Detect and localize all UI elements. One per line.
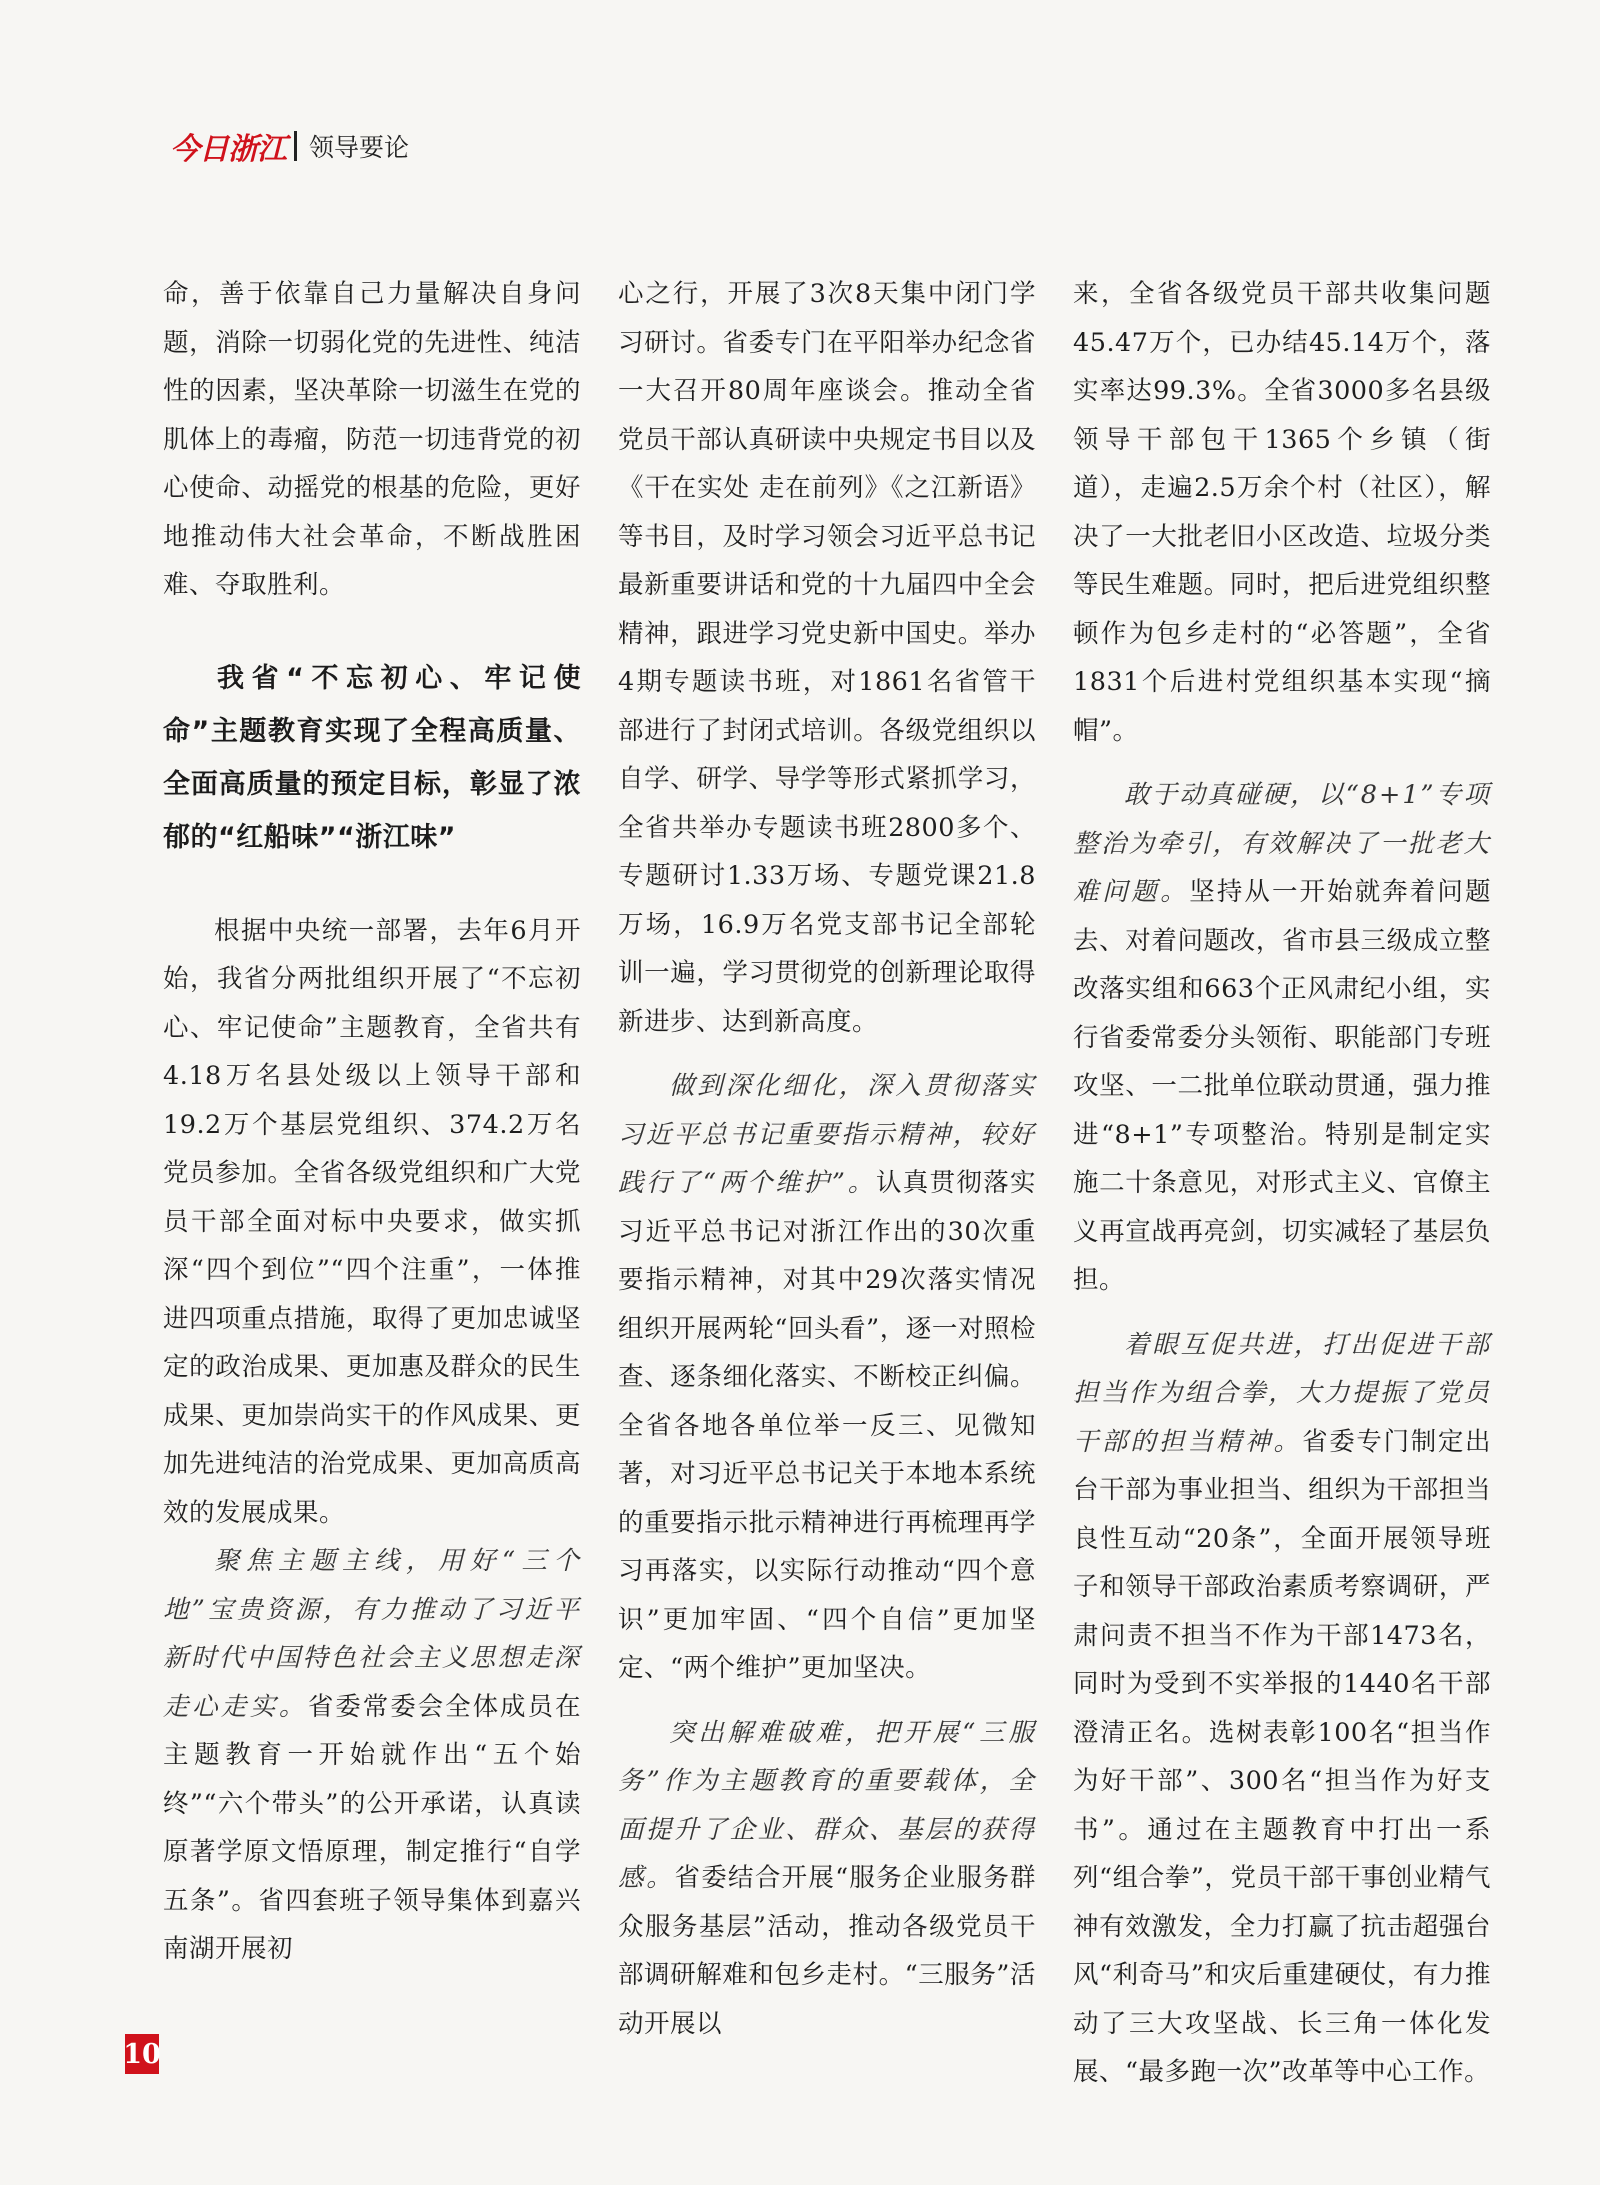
paragraph: 来，全省各级党员干部共收集问题45.47万个，已办结45.14万个，落实率达99.3%。全省3000多名县级领导干部包干1365个乡镇（街道），走遍2.5万余个村（社区），解决了一大批老旧小区改造、垃圾分类等民生难题。同时，把后进党组织整顿作为包乡走村的“必答题”，全省1831个后进村党组织基本实现“摘帽”。 [1073, 279, 1491, 746]
lead-sentence: 聚焦主题主线，用好“三个地”宝贵资源，有力推动了习近平新时代中国特色社会主义思想走深走心走实。 [163, 1546, 581, 1722]
lead-sentence: 突出解难破难，把开展“三服务”作为主题教育的重要载体，全面提升了企业、群众、基层的获得感。 [618, 1717, 1036, 1893]
paragraph [1073, 771, 1491, 1305]
paragraph [1073, 1321, 1491, 2097]
paragraph [618, 1062, 1036, 1693]
paragraph [618, 1709, 1036, 2049]
lead-sentence: 着眼互促共进，打出促进干部担当作为组合拳，大力提振了党员干部的担当精神。 [1073, 1329, 1491, 1457]
paragraph-body: 省委结合开展“服务企业服务群众服务基层”活动，推动各级党员干部调研解难和包乡走村。“三服务”活动开展以 [618, 1863, 1036, 2039]
section-title: 领导要论 [309, 133, 410, 162]
paragraph-body: 省委常委会全体成员在主题教育一开始就作出“五个始终”“六个带头”的公开承诺，认真读原著学原文悟原理，制定推行“自学五条”。省四套班子领导集体到嘉兴南湖开展初 [163, 1691, 581, 1964]
paragraph-body: 认真贯彻落实习近平总书记对浙江作出的30次重要指示精神，对其中29次落实情况组织开展两轮“回头看”，逐一对照检查、逐条细化落实、不断校正纠偏。全省各地各单位举一反三、见微知著，对习近平总书记关于本地本系统的重要指示批示精神进行再梳理再学习再落实，以实际行动推动“四个意识”更加牢固、“四个自信”更加坚定、“两个维护”更加坚决。 [618, 1168, 1036, 1683]
header-divider [294, 131, 297, 161]
magazine-logo: 今日浙江 [170, 132, 286, 167]
paragraph: 命，善于依靠自己力量解决自身问题，消除一切弱化党的先进性、纯洁性的因素，坚决革除一切滋生在党的肌体上的毒瘤，防范一切违背党的初心使命、动摇党的根基的危险，更好地推动伟大社会革命，不断战胜困难、夺取胜利。 [163, 279, 581, 600]
paragraph: 心之行，开展了3次8天集中闭门学习研讨。省委专门在平阳举办纪念省一大召开80周年座谈会。推动全省党员干部认真研读中央规定书目以及《干在实处 走在前列》《之江新语》等书目，及时学习领会习近平总书记最新重要讲话和党的十九届四中全会精神，跟进学习党史新中国史。举办4期专题读书班，对1861名省管干部进行了封闭式培训。各级党组织以自学、研学、导学等形式紧抓学习，全省共举办专题读书班2800多个、专题研讨1.33万场、专题党课21.8万场，16.9万名党支部书记全部轮训一遍，学习贯彻党的创新理论取得新进步、达到新高度。 [618, 279, 1036, 1037]
text-column-3 [1073, 270, 1491, 2097]
paragraph: 根据中央统一部署，去年6月开始，我省分两批组织开展了“不忘初心、牢记使命”主题教育，全省共有4.18万名县处级以上领导干部和19.2万个基层党组织、374.2万名党员参加。全省各级党组织和广大党员干部全面对标中央要求，做实抓深“四个到位”“四个注重”，一体推进四项重点措施，取得了更加忠诚坚定的政治成果、更加惠及群众的民生成果、更加崇尚实干的作风成果、更加先进纯洁的治党成果、更加高质高效的发展成果。 [163, 915, 581, 1528]
text-column-2 [618, 270, 1036, 2048]
page-number: 10 [125, 2034, 159, 2074]
lead-sentence: 敢于动真碰硬，以“8+1”专项整治为牵引，有效解决了一批老大难问题。 [1073, 780, 1491, 907]
paragraph-body: 省委专门制定出台干部为事业担当、组织为干部担当良性互动“20条”，全面开展领导班子和领导干部政治素质考察调研，严肃问责不担当不作为干部1473名，同时为受到不实举报的1440名干部澄清正名。选树表彰100名“担当作为好干部”、300名“担当作为好支书”。通过在主题教育中打出一系列“组合拳”，党员干部干事创业精气神有效激发，全力打赢了抗击超强台风“利奇马”和灾后重建硬仗，有力推动了三大攻坚战、长三角一体化发展、“最多跑一次”改革等中心工作。 [1073, 1426, 1491, 2087]
lead-sentence: 做到深化细化，深入贯彻落实习近平总书记重要指示精神，较好践行了“两个维护”。 [618, 1071, 1036, 1198]
text-column-1 [163, 270, 581, 1974]
paragraph-body: 坚持从一开始就奔着问题去、对着问题改，省市县三级成立整改落实组和663个正风肃纪小组，实行省委常委分头领衔、职能部门专班攻坚、一二批单位联动贯通，强力推进“8+1”专项整治。特别是制定实施二十条意见，对形式主义、官僚主义再宣战再亮剑，切实减轻了基层负担。 [1073, 877, 1491, 1295]
page-header [170, 126, 409, 166]
paragraph [163, 1537, 581, 1974]
section-headline: 我省“不忘初心、牢记使命”主题教育实现了全程高质量、全面高质量的预定目标，彰显了浓郁的“红船味”“浙江味” [163, 662, 581, 853]
